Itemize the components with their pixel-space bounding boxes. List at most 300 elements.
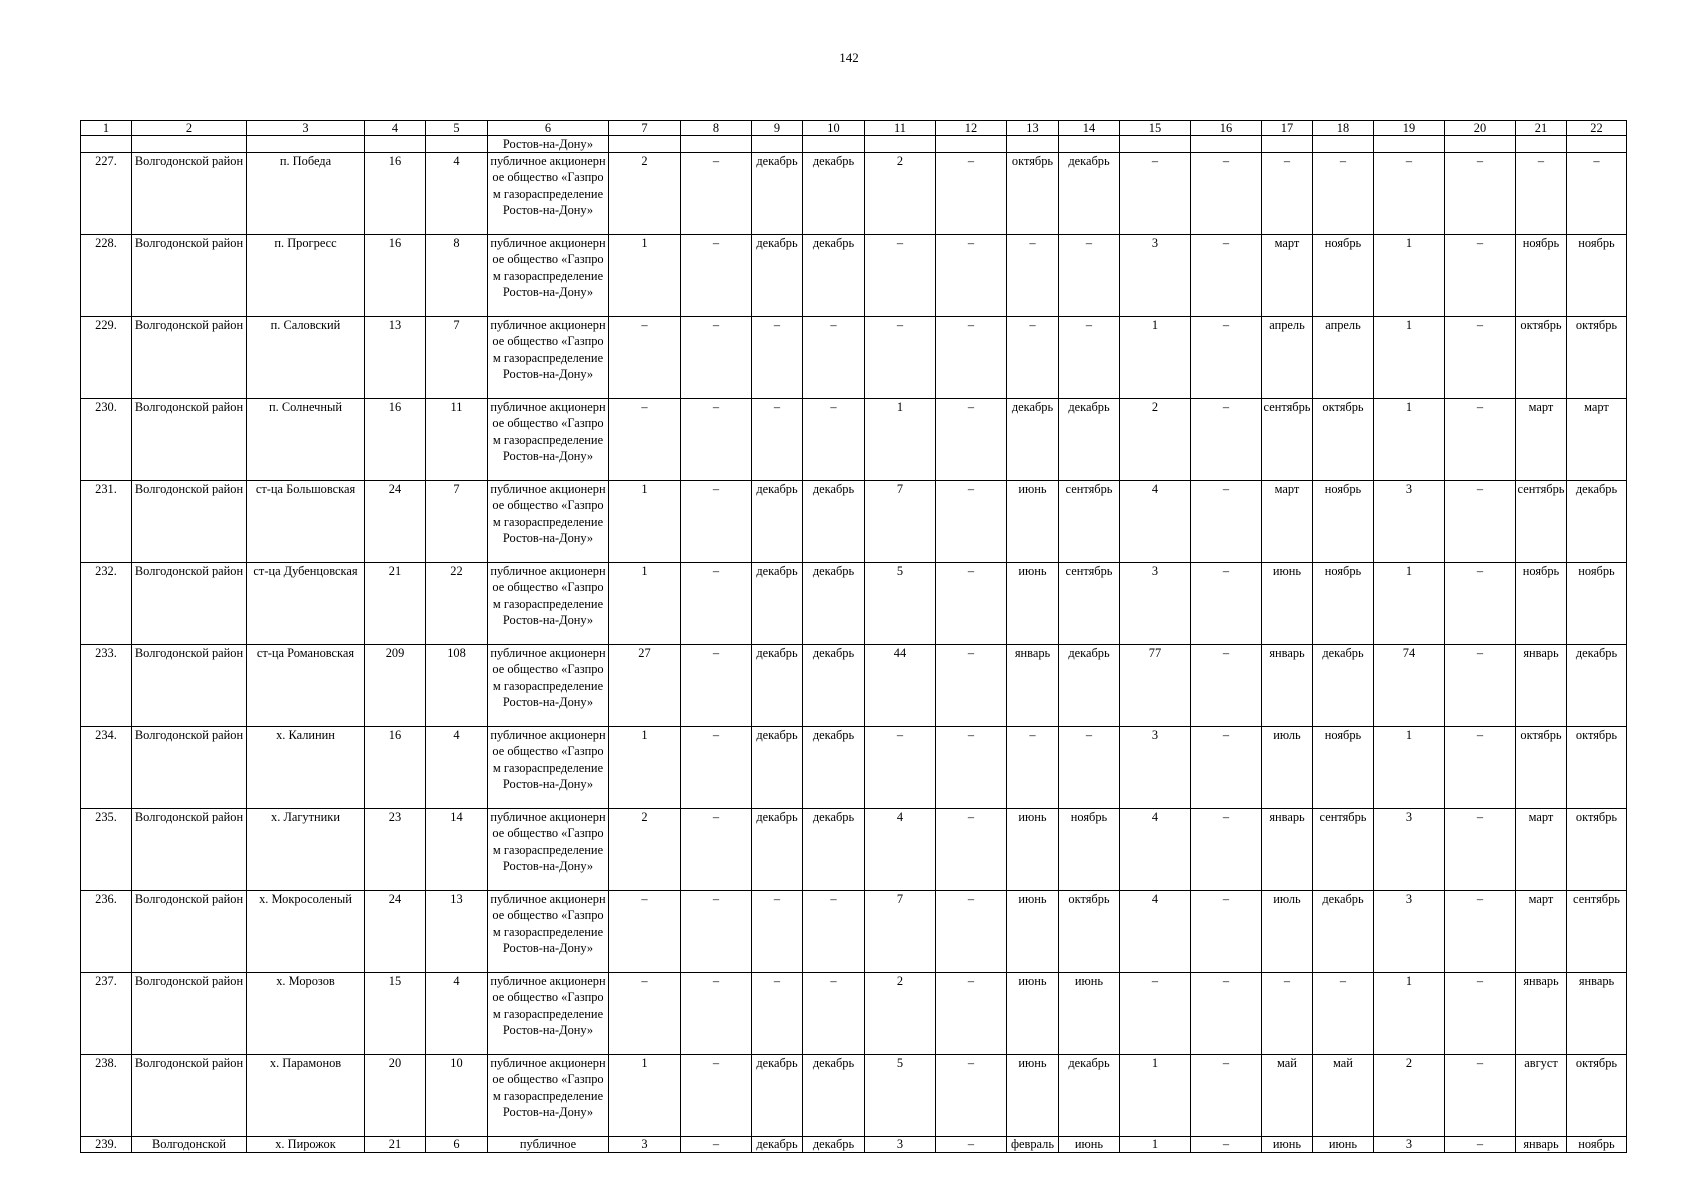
table-cell: 5 (865, 563, 936, 645)
table-cell: Волгодонской район (132, 1055, 247, 1137)
table-cell: 1 (1374, 727, 1445, 809)
table-cell: 228. (81, 235, 132, 317)
table-cell: х. Пирожок (247, 1137, 365, 1153)
table-cell: – (1445, 973, 1516, 1055)
table-cell: 22 (1567, 121, 1627, 136)
table-cell (752, 136, 803, 153)
table-cell: июнь (1007, 809, 1059, 891)
table-cell: декабрь (803, 1137, 865, 1153)
table-cell: – (936, 153, 1007, 235)
table-cell: – (1191, 235, 1262, 317)
table-cell: 1 (609, 563, 681, 645)
table-cell: – (1191, 481, 1262, 563)
table-cell: – (1445, 399, 1516, 481)
table-cell: Волгодонской район (132, 399, 247, 481)
table-cell: декабрь (1007, 399, 1059, 481)
table-cell: январь (1516, 1137, 1567, 1153)
table-cell: публичное акционерное общество «Газпром газораспределение Ростов-на-Дону» (488, 1055, 609, 1137)
table-cell: 74 (1374, 645, 1445, 727)
table-cell: ноябрь (1313, 481, 1374, 563)
table-cell: публичное акционерное общество «Газпром газораспределение Ростов-на-Дону» (488, 235, 609, 317)
table-cell: 7 (426, 317, 488, 399)
table-cell: 234. (81, 727, 132, 809)
data-table (80, 120, 1627, 1153)
table-cell: – (865, 235, 936, 317)
table-cell: 1 (1374, 563, 1445, 645)
table-cell: – (1445, 645, 1516, 727)
table-cell: 3 (1120, 235, 1191, 317)
table-cell: июнь (1059, 1137, 1120, 1153)
table-cell: 21 (1516, 121, 1567, 136)
table-cell: 2 (609, 153, 681, 235)
table-cell: публичное акционерное общество «Газпром газораспределение Ростов-на-Дону» (488, 399, 609, 481)
table-cell: декабрь (752, 1137, 803, 1153)
table-cell: июнь (1007, 891, 1059, 973)
table-cell: 1 (865, 399, 936, 481)
table-cell: декабрь (1059, 153, 1120, 235)
table-cell: июнь (1007, 973, 1059, 1055)
table-cell: 1 (609, 235, 681, 317)
table-cell (1567, 136, 1627, 153)
table-cell (247, 136, 365, 153)
table-cell: – (865, 727, 936, 809)
table-cell: – (752, 317, 803, 399)
table-cell: – (1445, 235, 1516, 317)
table-cell: 14 (1059, 121, 1120, 136)
table-cell: – (752, 891, 803, 973)
table-cell: август (1516, 1055, 1567, 1137)
table-cell: март (1516, 809, 1567, 891)
table-cell: 4 (865, 809, 936, 891)
table-cell: 1 (609, 481, 681, 563)
table-cell: – (1516, 153, 1567, 235)
table-cell: 7 (609, 121, 681, 136)
table-cell: 3 (1120, 563, 1191, 645)
table-cell: октябрь (1313, 399, 1374, 481)
table-row (81, 399, 1627, 481)
table-cell: 236. (81, 891, 132, 973)
table-cell: октябрь (1567, 317, 1627, 399)
table-cell: 229. (81, 317, 132, 399)
table-cell: 6 (426, 1137, 488, 1153)
table-cell: сентябрь (1567, 891, 1627, 973)
table-cell: – (681, 153, 752, 235)
table-cell: – (1191, 727, 1262, 809)
table-cell: 3 (1374, 809, 1445, 891)
table-cell: сентябрь (1313, 809, 1374, 891)
table-cell (1516, 136, 1567, 153)
table-cell: 231. (81, 481, 132, 563)
table-cell (936, 136, 1007, 153)
table-cell: – (803, 891, 865, 973)
table-cell: 19 (1374, 121, 1445, 136)
table-cell (681, 136, 752, 153)
table-cell: 16 (1191, 121, 1262, 136)
table-cell: п. Солнечный (247, 399, 365, 481)
table-cell: декабрь (752, 235, 803, 317)
table-cell: 18 (1313, 121, 1374, 136)
table-row (81, 891, 1627, 973)
table-cell: июнь (1262, 563, 1313, 645)
table-cell: х. Лагутники (247, 809, 365, 891)
table-cell: – (681, 399, 752, 481)
table-cell: Волгодонской район (132, 563, 247, 645)
table-cell: январь (1262, 645, 1313, 727)
table-cell: 4 (365, 121, 426, 136)
table-cell: Волгодонской район (132, 891, 247, 973)
table-cell: декабрь (803, 563, 865, 645)
table-cell: – (1445, 1055, 1516, 1137)
table-cell: октябрь (1516, 727, 1567, 809)
table-cell: Волгодонской район (132, 235, 247, 317)
table-cell: 9 (752, 121, 803, 136)
table-cell: декабрь (803, 645, 865, 727)
table-cell: 16 (365, 399, 426, 481)
table-cell: 10 (426, 1055, 488, 1137)
table-cell: х. Парамонов (247, 1055, 365, 1137)
table-cell: – (936, 235, 1007, 317)
table-cell: – (1191, 891, 1262, 973)
table-cell: декабрь (1059, 645, 1120, 727)
table-cell (426, 136, 488, 153)
table-row (81, 973, 1627, 1055)
table-cell: 4 (426, 153, 488, 235)
table-cell: декабрь (1313, 645, 1374, 727)
table-cell: 209 (365, 645, 426, 727)
table-cell: – (681, 891, 752, 973)
table-cell: июль (1262, 891, 1313, 973)
table-cell: 4 (1120, 891, 1191, 973)
table-cell: – (936, 809, 1007, 891)
table-cell: – (681, 973, 752, 1055)
table-cell (1262, 136, 1313, 153)
table-cell: июнь (1313, 1137, 1374, 1153)
table-cell: – (1059, 317, 1120, 399)
table-cell: – (1007, 235, 1059, 317)
table-cell: 1 (1120, 317, 1191, 399)
table-cell: – (1191, 153, 1262, 235)
table-cell: март (1262, 481, 1313, 563)
table-cell: – (752, 973, 803, 1055)
table-cell (132, 136, 247, 153)
table-cell: – (936, 1137, 1007, 1153)
table-cell: 238. (81, 1055, 132, 1137)
table-cell: 12 (936, 121, 1007, 136)
table-cell: – (1445, 481, 1516, 563)
table-cell (1120, 136, 1191, 153)
table-cell (865, 136, 936, 153)
table-cell: октябрь (1567, 809, 1627, 891)
table-cell: 8 (681, 121, 752, 136)
table-cell: декабрь (1313, 891, 1374, 973)
table-cell: 16 (365, 727, 426, 809)
table-cell: – (936, 645, 1007, 727)
table-cell (1445, 136, 1516, 153)
table-cell: июнь (1007, 1055, 1059, 1137)
table-cell: 24 (365, 891, 426, 973)
table-cell: 2 (865, 153, 936, 235)
table-cell: 11 (426, 399, 488, 481)
table-cell: 17 (1262, 121, 1313, 136)
table-cell: 1 (1120, 1055, 1191, 1137)
table-cell: – (1374, 153, 1445, 235)
table-cell (365, 136, 426, 153)
table-cell: январь (1567, 973, 1627, 1055)
table-cell: ноябрь (1567, 563, 1627, 645)
table-cell: – (936, 1055, 1007, 1137)
table-cell: – (1313, 153, 1374, 235)
table-cell: – (609, 891, 681, 973)
table-cell: – (681, 727, 752, 809)
table-cell: ноябрь (1567, 235, 1627, 317)
table-cell: х. Мокросоленый (247, 891, 365, 973)
table-cell: 2 (132, 121, 247, 136)
table-cell: – (936, 481, 1007, 563)
table-cell: октябрь (1567, 1055, 1627, 1137)
table-row (81, 645, 1627, 727)
table-cell: – (1191, 809, 1262, 891)
table-cell: – (1445, 809, 1516, 891)
table-cell: – (1007, 727, 1059, 809)
table-cell: декабрь (752, 153, 803, 235)
table-header-row (81, 121, 1627, 136)
table-cell: – (1120, 153, 1191, 235)
table-cell: Волгодонской (132, 1137, 247, 1153)
table-cell: 5 (426, 121, 488, 136)
table-cell: 1 (609, 1055, 681, 1137)
table-cell: – (1567, 153, 1627, 235)
table-cell: 2 (1374, 1055, 1445, 1137)
table-cell: декабрь (752, 563, 803, 645)
table-cell (1007, 136, 1059, 153)
table-cell: 13 (1007, 121, 1059, 136)
table-cell: – (681, 645, 752, 727)
table-cell: декабрь (752, 645, 803, 727)
table-cell: – (1191, 1055, 1262, 1137)
table-row-partial (81, 1137, 1627, 1153)
table-cell: Волгодонской район (132, 317, 247, 399)
table-cell: октябрь (1059, 891, 1120, 973)
table-cell: 4 (426, 973, 488, 1055)
table-cell: март (1516, 891, 1567, 973)
table-cell: 3 (865, 1137, 936, 1153)
table-cell: – (609, 399, 681, 481)
table-cell: публичное акционерное общество «Газпром газораспределение Ростов-на-Дону» (488, 317, 609, 399)
table-cell: 11 (865, 121, 936, 136)
table-cell: Волгодонской район (132, 809, 247, 891)
table-cell: 4 (426, 727, 488, 809)
table-cell: 15 (365, 973, 426, 1055)
table-cell: 7 (865, 891, 936, 973)
table-cell: – (936, 727, 1007, 809)
table-cell: – (936, 973, 1007, 1055)
table-cell: январь (1516, 973, 1567, 1055)
table-cell: – (1445, 563, 1516, 645)
table-cell: – (936, 317, 1007, 399)
table-cell: 1 (1374, 973, 1445, 1055)
table-cell: 22 (426, 563, 488, 645)
table-cell: декабрь (752, 481, 803, 563)
table-cell: – (1191, 645, 1262, 727)
table-cell: 77 (1120, 645, 1191, 727)
table-cell: декабрь (752, 727, 803, 809)
table-cell: – (865, 317, 936, 399)
table-cell: декабрь (803, 1055, 865, 1137)
table-cell: – (1445, 891, 1516, 973)
table-cell: март (1567, 399, 1627, 481)
table-cell: 1 (81, 121, 132, 136)
table-cell: 21 (365, 1137, 426, 1153)
table-cell: 23 (365, 809, 426, 891)
table-cell: 13 (365, 317, 426, 399)
table-cell: п. Победа (247, 153, 365, 235)
table-cell (803, 136, 865, 153)
table-cell: 3 (247, 121, 365, 136)
table-cell: – (1007, 317, 1059, 399)
table-cell: – (609, 317, 681, 399)
table-cell: 6 (488, 121, 609, 136)
table-cell: ноябрь (1516, 563, 1567, 645)
table-cell: 3 (609, 1137, 681, 1153)
table-cell: – (1191, 1137, 1262, 1153)
table-row (81, 235, 1627, 317)
table-cell: публичное акционерное общество «Газпром газораспределение Ростов-на-Дону» (488, 481, 609, 563)
table-cell: ноябрь (1567, 1137, 1627, 1153)
table-cell: – (1191, 973, 1262, 1055)
table-cell: 3 (1374, 1137, 1445, 1153)
table-cell: май (1313, 1055, 1374, 1137)
table-cell: п. Саловский (247, 317, 365, 399)
table-cell: публичное акционерное общество «Газпром газораспределение Ростов-на-Дону» (488, 563, 609, 645)
table-cell: 4 (1120, 481, 1191, 563)
table-cell: декабрь (1567, 481, 1627, 563)
table-cell: февраль (1007, 1137, 1059, 1153)
table-cell: х. Морозов (247, 973, 365, 1055)
table-cell: апрель (1262, 317, 1313, 399)
table-cell: 14 (426, 809, 488, 891)
table-cell: 10 (803, 121, 865, 136)
table-cell: х. Калинин (247, 727, 365, 809)
table-cell: – (681, 1137, 752, 1153)
table-cell: 1 (609, 727, 681, 809)
table-cell: декабрь (752, 1055, 803, 1137)
table-cell: 16 (365, 153, 426, 235)
table-cell (1191, 136, 1262, 153)
table-cell: январь (1007, 645, 1059, 727)
table-row (81, 563, 1627, 645)
table-cell: январь (1262, 809, 1313, 891)
table-cell: сентябрь (1059, 563, 1120, 645)
table-cell: – (936, 891, 1007, 973)
table-cell: 108 (426, 645, 488, 727)
table-cell: Волгодонской район (132, 481, 247, 563)
table-cell: июль (1262, 727, 1313, 809)
table-cell: – (1445, 153, 1516, 235)
table-cell: 7 (865, 481, 936, 563)
table-continuation-row (81, 136, 1627, 153)
table-cell: – (1191, 563, 1262, 645)
table-cell: Волгодонской район (132, 973, 247, 1055)
table-cell: ноябрь (1059, 809, 1120, 891)
table-cell: 4 (1120, 809, 1191, 891)
table-cell: июнь (1007, 563, 1059, 645)
table-cell: 24 (365, 481, 426, 563)
table-cell: публичное акционерное общество «Газпром газораспределение Ростов-на-Дону» (488, 645, 609, 727)
table-cell: 16 (365, 235, 426, 317)
table-cell: 44 (865, 645, 936, 727)
table-cell: – (681, 235, 752, 317)
table-cell: декабрь (1567, 645, 1627, 727)
table-cell: – (803, 399, 865, 481)
table-cell: – (1191, 317, 1262, 399)
table-cell: декабрь (752, 809, 803, 891)
table-cell: ст-ца Романовская (247, 645, 365, 727)
table-cell: публичное акционерное общество «Газпром газораспределение Ростов-на-Дону» (488, 973, 609, 1055)
table-cell: публичное акционерное общество «Газпром газораспределение Ростов-на-Дону» (488, 727, 609, 809)
table-cell: октябрь (1007, 153, 1059, 235)
table-cell: – (1059, 727, 1120, 809)
table-cell: 13 (426, 891, 488, 973)
table-cell: 1 (1120, 1137, 1191, 1153)
table-cell: 20 (1445, 121, 1516, 136)
table-cell: 27 (609, 645, 681, 727)
table-cell: 233. (81, 645, 132, 727)
table-cell: 2 (865, 973, 936, 1055)
table-cell: 239. (81, 1137, 132, 1153)
table-cell: март (1262, 235, 1313, 317)
table-cell: 2 (1120, 399, 1191, 481)
table-row (81, 481, 1627, 563)
table-cell: сентябрь (1516, 481, 1567, 563)
table-cell: Волгодонской район (132, 153, 247, 235)
table-cell: – (936, 399, 1007, 481)
table-cell: январь (1516, 645, 1567, 727)
table-cell: – (1445, 317, 1516, 399)
table-cell: декабрь (803, 727, 865, 809)
table-cell: 3 (1374, 481, 1445, 563)
table-cell: 3 (1374, 891, 1445, 973)
table-cell: Волгодонской район (132, 727, 247, 809)
table-row (81, 809, 1627, 891)
table-cell: ст-ца Дубенцовская (247, 563, 365, 645)
table-cell: – (681, 481, 752, 563)
table-cell (1313, 136, 1374, 153)
table-cell: апрель (1313, 317, 1374, 399)
table-cell: ст-ца Большовская (247, 481, 365, 563)
table-cell: октябрь (1567, 727, 1627, 809)
table-row (81, 317, 1627, 399)
table-cell (81, 136, 132, 153)
table-cell: июнь (1007, 481, 1059, 563)
table-cell: – (1313, 973, 1374, 1055)
table-cell: – (1262, 973, 1313, 1055)
table-cell: – (681, 563, 752, 645)
table-cell: май (1262, 1055, 1313, 1137)
table-cell: – (609, 973, 681, 1055)
table-cell: – (681, 317, 752, 399)
table-cell: – (681, 809, 752, 891)
table-cell: публичное акционерное общество «Газпром газораспределение Ростов-на-Дону» (488, 809, 609, 891)
table-cell: публичное (488, 1137, 609, 1153)
table-cell: ноябрь (1313, 235, 1374, 317)
table-cell: – (752, 399, 803, 481)
table-cell: декабрь (803, 481, 865, 563)
table-cell: 15 (1120, 121, 1191, 136)
table-cell: 20 (365, 1055, 426, 1137)
table-cell: 7 (426, 481, 488, 563)
table-cell: ноябрь (1516, 235, 1567, 317)
table-cell: – (1059, 235, 1120, 317)
